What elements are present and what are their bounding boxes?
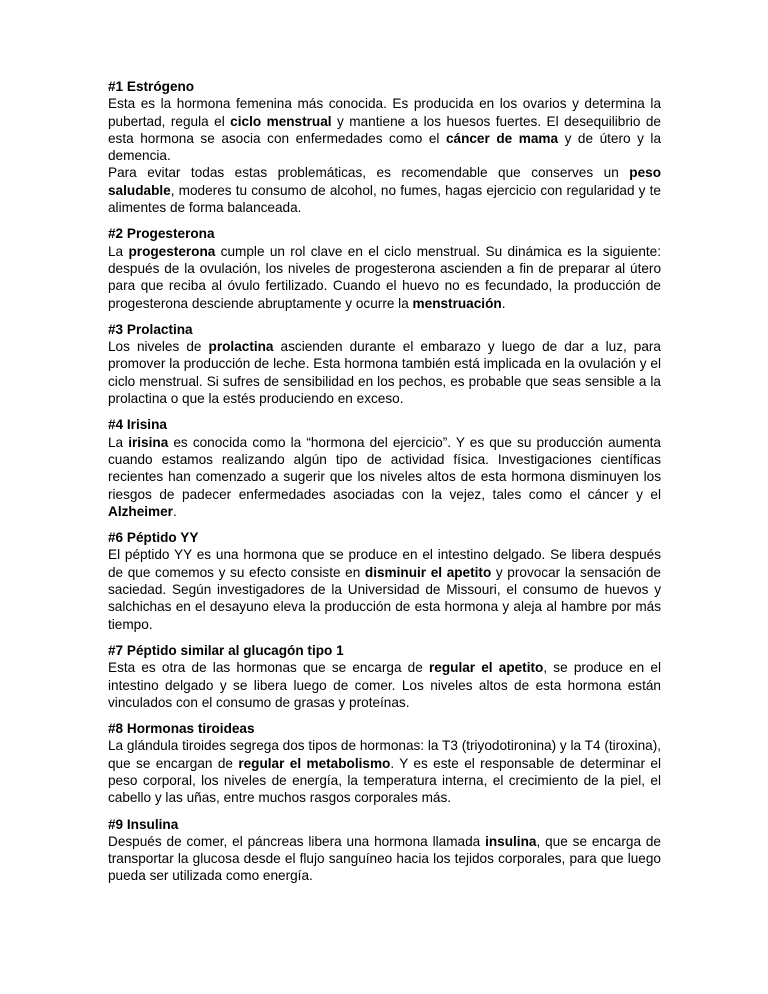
text-run: . Y es este el responsable de determinar el peso corporal, los niveles de energía, la temperatura interna, el crecimiento de la piel, el cabello y las uñas, entre muchos rasgos corporales más. [108,755,662,806]
text-run: cumple un rol clave en el ciclo menstrual. Su dinámica es la siguiente: después de la ovulación, los niveles de progesterona ascienden a fin de preparar al útero para que reciba al óvulo fertilizado. Cuando el huevo no es fecundado, la producción de progesterona desciende abruptamente y ocurre la [108,243,661,311]
bold-term: prolactina [208,339,274,355]
text-run: Esta es otra de las hormonas que se encarga de [108,660,429,676]
section-paragraph [108,833,661,885]
section-paragraph [108,737,661,806]
section-heading: #4 Irisina [108,417,167,433]
bold-term: peso saludable [108,165,661,198]
text-run: y mantiene a los huesos fuertes. El desequilibrio de esta hormona se asocia con enfermedades como el [108,113,661,146]
document-section [108,642,661,711]
text-run: . [172,503,177,519]
document-section [108,720,661,806]
section-paragraph [108,546,661,632]
section-paragraph [108,243,661,312]
text-run: . [501,295,506,311]
section-paragraph [108,434,661,520]
text-run: y provocar la sensación de saciedad. Según investigadores de la Universidad de Missouri, el consumo de huevos y salchichas en el desayuno eleva la producción de esta hormona y aleja al hambre por más tiempo. [108,564,661,632]
section-heading: #7 Péptido similar al glucagón tipo 1 [108,642,344,658]
bold-term: Alzheimer [108,503,173,519]
bold-term: irisina [128,434,169,450]
section-heading: #1 Estrógeno [108,79,195,94]
bold-term: cáncer de mama [445,130,559,146]
text-run: Después de comer, el páncreas libera una hormona llamada [108,833,486,849]
text-run: La glándula tiroides segrega dos tipos de hormonas: la T3 (triyodotironina) y la T4 (tiroxina), que se encargan de [108,738,661,771]
document-page [108,78,661,894]
bold-term: menstruación [412,295,502,311]
document-section [108,416,661,520]
section-heading: #3 Prolactina [108,321,193,337]
text-run: ascienden durante el embarazo y luego de dar a luz, para promover la producción de leche. Esta hormona también está implicada en la ovulación y el ciclo menstrual. Si sufres de sensibilidad en los pechos, es probable que seas sensible a la prolactina o que la estés produciendo en exceso. [108,339,661,407]
section-heading: #2 Progesterona [108,226,215,242]
bold-term: regular el apetito [428,660,544,676]
text-run: El péptido YY es una hormona que se produce en el intestino delgado. Se libera después de que comemos y su efecto consiste en [108,547,661,580]
document-section [108,78,661,216]
text-run: La [108,243,129,259]
bold-term: disminuir el apetito [364,564,492,580]
text-run: , se produce en el intestino delgado y se libera luego de comer. Los niveles altos de esta hormona están vinculados con el consumo de grasas y proteínas. [108,660,661,710]
section-paragraph [108,164,661,216]
document-section [108,321,661,407]
section-paragraph [108,338,661,407]
text-run: , que se encarga de transportar la glucosa desde el flujo sanguíneo hacia los tejidos corporales, para que luego pueda ser utilizada como energía. [108,833,661,884]
text-run: , moderes tu consumo de alcohol, no fumes, hagas ejercicio con regularidad y te alimentes de forma balanceada. [108,182,661,216]
text-run: es conocida como la “hormona del ejercicio”. Y es que su producción aumenta cuando estamos realizando algún tipo de actividad física. Investigaciones científicas recientes han comenzado a sugerir que los niveles altos de esta hormona disminuyen los riesgos de padecer enfermedades asociadas con la vejez, tales como el cáncer y el [108,434,661,502]
section-paragraph [108,95,661,164]
text-run: Para evitar todas estas problemáticas, es recomendable que conserves un [108,165,630,181]
document-section [108,225,661,311]
section-paragraph [108,659,661,711]
document-section [108,816,661,885]
text-run: La [108,434,129,450]
document-section [108,529,661,633]
section-heading: #9 Insulina [108,816,179,832]
bold-term: regular el metabolismo [238,755,391,771]
text-run: Esta es la hormona femenina más conocida. Es producida en los ovarios y determina la pubertad, regula el [108,96,661,129]
section-heading: #8 Hormonas tiroideas [108,721,255,737]
bold-term: insulina [485,833,537,849]
section-heading: #6 Péptido YY [108,530,199,546]
text-run: y de útero y la demencia. [108,130,662,164]
text-run: Los niveles de [108,339,209,355]
bold-term: progesterona [128,243,216,259]
bold-term: ciclo menstrual [230,113,332,129]
